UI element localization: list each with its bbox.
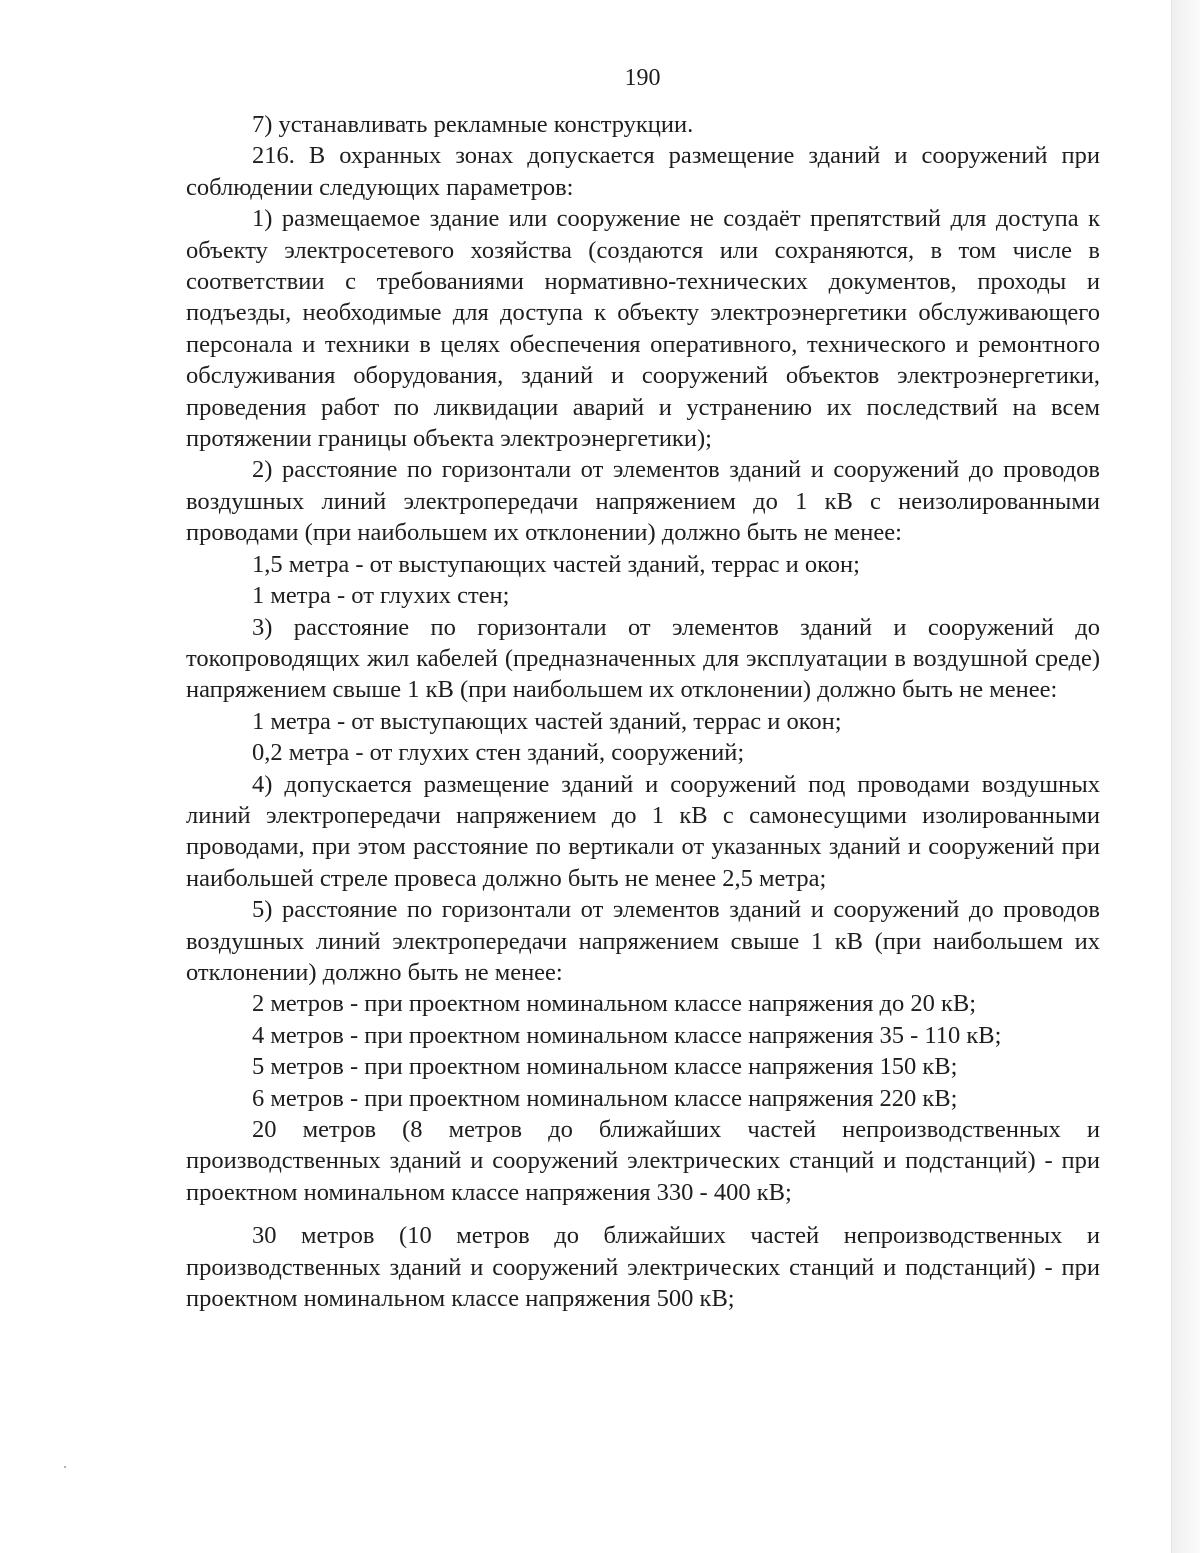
paragraph-voltage-220kv: 6 метров - при проектном номинальном классе напряжения 220 кВ; bbox=[252, 1084, 958, 1112]
paragraph-voltage-20kv: 2 метров - при проектном номинальном классе напряжения до 20 кВ; bbox=[252, 990, 977, 1018]
paragraph-distance-0-2m: 0,2 метра - от глухих стен зданий, сооружений; bbox=[252, 739, 745, 767]
paragraph-clause-216: 216. В охранных зонах допускается размещение зданий и сооружений при соблюдении следующих параметров: bbox=[186, 142, 1100, 201]
paragraph-voltage-35-110kv: 4 метров - при проектном номинальном классе напряжения 35 - 110 кВ; bbox=[252, 1021, 1002, 1049]
paragraph-voltage-150kv: 5 метров - при проектном номинальном классе напряжения 150 кВ; bbox=[252, 1053, 958, 1081]
paragraph-subclause-5: 5) расстояние по горизонтали от элементов зданий и сооружений до проводов воздушных линий электропередачи напряжением свыше 1 кВ (при наибольшем их отклонении) должно быть не менее: bbox=[186, 896, 1100, 986]
paragraph-distance-1-5m: 1,5 метра - от выступающих частей зданий, террас и окон; bbox=[252, 550, 860, 578]
document-body bbox=[186, 109, 1100, 1314]
scan-margin-edge bbox=[1171, 0, 1200, 1553]
paragraph-voltage-330-400kv: 20 метров (8 метров до ближайших частей непроизводственных и производственных зданий и сооружений электрических станций и подстанций) - при проектном номинальном классе напряжения 330 - 400 кВ; bbox=[186, 1116, 1100, 1206]
paragraph-distance-1m-parts: 1 метра - от выступающих частей зданий, террас и окон; bbox=[252, 707, 842, 735]
paragraph-voltage-500kv: 30 метров (10 метров до ближайших частей непроизводственных и производственных зданий и сооружений электрических станций и подстанций) - при проектном номинальном классе напряжения 500 кВ; bbox=[186, 1222, 1100, 1313]
paragraph-subclause-4: 4) допускается размещение зданий и сооружений под проводами воздушных линий электропередачи напряжением до 1 кВ с самонесущими изолированными проводами, при этом расстояние по вертикали от указанных зданий и сооружений при наибольшей стреле провеса должно быть не менее 2,5 метра; bbox=[186, 770, 1100, 892]
page-number: 190 bbox=[624, 65, 661, 91]
paragraph-subclause-3: 3) расстояние по горизонтали от элементов зданий и сооружений до токопроводящих жил кабелей (предназначенных для эксплуатации в воздушной среде) напряжением свыше 1 кВ (при наибольшем их отклонении) должно быть не менее: bbox=[186, 613, 1100, 704]
scan-speck bbox=[64, 1466, 66, 1468]
paragraph-subclause-1: 1) размещаемое здание или сооружение не создаёт препятствий для доступа к объекту электросетевого хозяйства (создаются или сохраняются, в том числе в соответствии с требованиями нормативно-технических документов, проходы и подъезды, необходимые для доступа к объекту электроэнергетики обслуживающего персонала и техники в целях обеспечения оперативного, технического и ремонтного обслуживания оборудования, зданий и сооружений объектов электроэнергетики, проведения работ по ликвидации аварий и устранению их последствий на всем протяжении границы объекта электроэнергетики); bbox=[186, 205, 1100, 453]
paragraph-item-7: 7) устанавливать рекламные конструкции. bbox=[252, 111, 694, 138]
paragraph-distance-1m-walls: 1 метра - от глухих стен; bbox=[252, 582, 510, 610]
paragraph-subclause-2: 2) расстояние по горизонтали от элементов зданий и сооружений до проводов воздушных линий электропередачи напряжением до 1 кВ с неизолированными проводами (при наибольшем их отклонении) должно быть не менее: bbox=[186, 456, 1100, 547]
